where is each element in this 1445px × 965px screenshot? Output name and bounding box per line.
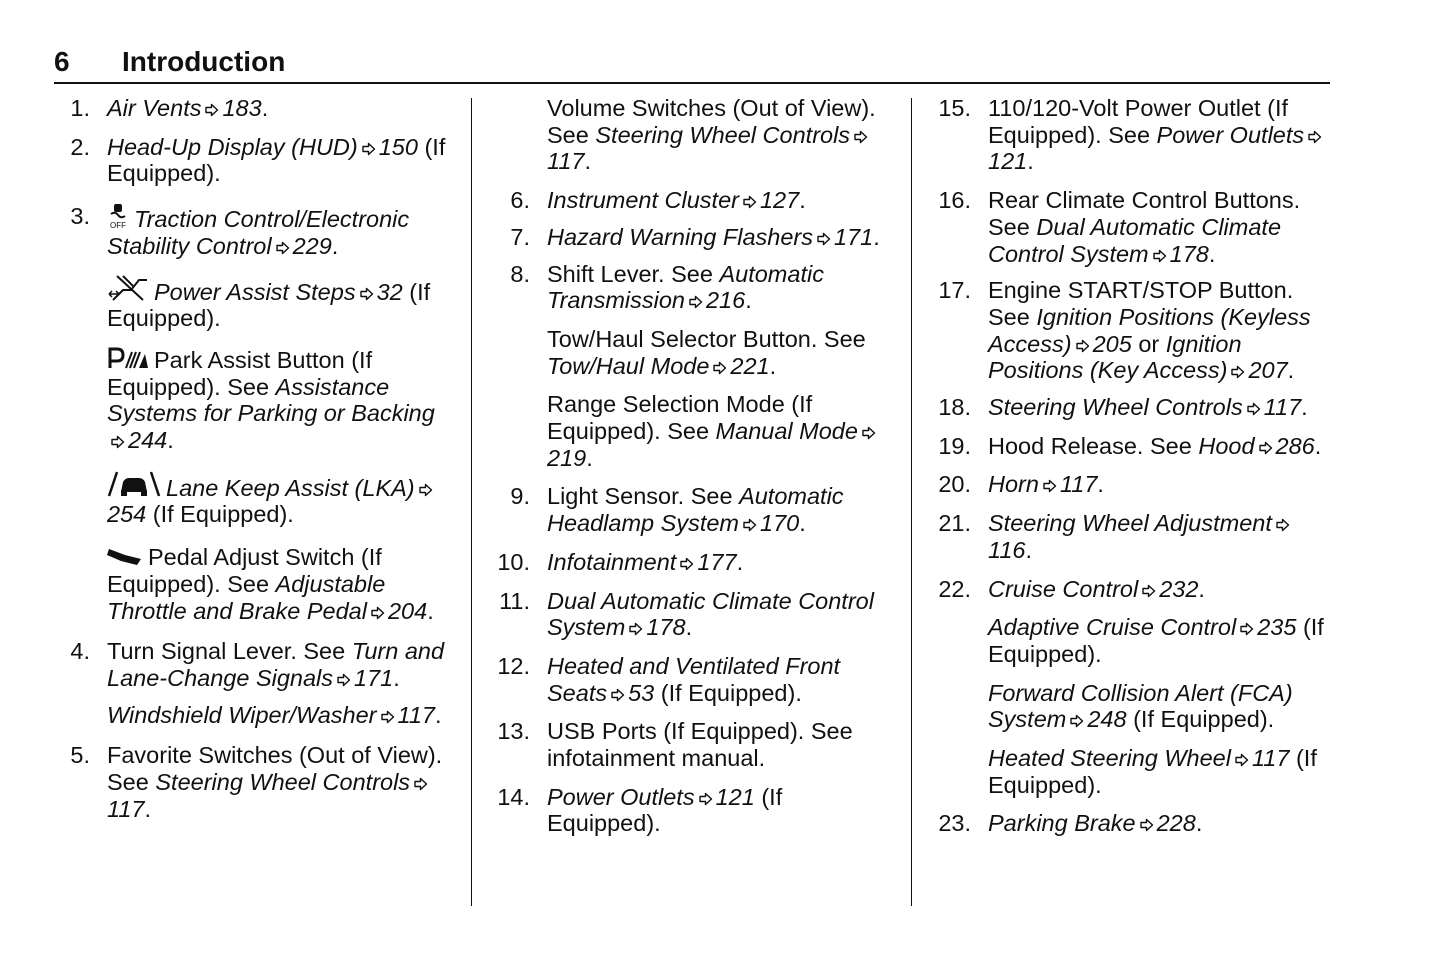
item-title: Head-Up Display (HUD) xyxy=(107,133,358,160)
page-title: Introduction xyxy=(122,46,286,77)
page-reference[interactable]: 216 xyxy=(705,287,746,314)
page-reference[interactable]: 117 xyxy=(1059,471,1098,498)
item-number: 16. xyxy=(938,187,971,214)
item-title: Power Outlets xyxy=(1156,121,1305,148)
page-reference[interactable]: 117 xyxy=(1251,745,1290,772)
list-item xyxy=(54,702,454,729)
item-number: 13. xyxy=(497,718,530,745)
list-item xyxy=(494,718,894,771)
list-item xyxy=(494,549,894,576)
list-item xyxy=(935,277,1335,384)
page-ref-arrow-icon xyxy=(360,287,374,301)
punctuation: . xyxy=(1198,575,1205,602)
punctuation: . xyxy=(1301,394,1308,421)
item-number: 12. xyxy=(497,652,530,679)
item-text: Range Selection Mode (If Equipped). See xyxy=(547,391,813,445)
item-number: 4. xyxy=(70,638,90,665)
item-note: (If Equipped). xyxy=(547,783,783,837)
page-reference[interactable]: 32 xyxy=(376,278,403,305)
page-reference[interactable]: 232 xyxy=(1159,575,1199,602)
punctuation: . xyxy=(427,597,434,624)
list-item xyxy=(54,203,454,259)
page-reference[interactable]: 170 xyxy=(760,510,800,537)
item-number: 17. xyxy=(938,277,971,304)
page-ref-arrow-icon xyxy=(862,426,876,440)
item-title: Heated Steering Wheel xyxy=(988,745,1231,772)
item-text: Engine START/STOP Button. See xyxy=(988,277,1294,330)
page-ref-arrow-icon xyxy=(629,622,643,636)
list-item xyxy=(54,544,454,624)
list-item xyxy=(494,326,894,379)
page-ref-arrow-icon xyxy=(680,557,694,571)
punctuation: . xyxy=(261,95,269,121)
list-item xyxy=(494,95,894,175)
page-ref-arrow-icon xyxy=(1043,479,1057,493)
list-item xyxy=(494,261,894,314)
item-title: Ignition Positions (Key Access) xyxy=(988,330,1242,384)
item-number: 23. xyxy=(938,810,971,837)
item-title: Air Vents xyxy=(107,95,202,121)
list-item xyxy=(935,394,1335,421)
list-item xyxy=(935,745,1335,798)
page-reference[interactable]: 207 xyxy=(1248,357,1288,384)
item-number: 19. xyxy=(938,432,971,459)
page-ref-arrow-icon xyxy=(111,435,125,449)
page-reference[interactable]: 116 xyxy=(988,536,1026,563)
item-number: 3. xyxy=(70,203,90,230)
item-title: Instrument Cluster xyxy=(547,187,739,214)
item-title: Steering Wheel Adjustment xyxy=(988,510,1272,537)
punctuation: . xyxy=(736,548,744,575)
item-title: Ignition Positions (Keyless Access) xyxy=(988,303,1311,357)
page-reference[interactable]: 150 xyxy=(378,133,418,160)
punctuation: . xyxy=(1097,471,1104,498)
page-ref-arrow-icon xyxy=(362,142,376,156)
page-reference[interactable]: 117 xyxy=(1263,394,1302,421)
page-ref-arrow-icon xyxy=(817,232,831,246)
item-title: Turn and Lane-Change Signals xyxy=(107,638,445,691)
item-title: Tow/Haul Mode xyxy=(547,352,710,379)
list-item xyxy=(935,187,1335,267)
item-number: 22. xyxy=(938,575,971,602)
page-ref-arrow-icon xyxy=(1140,818,1154,832)
column-3 xyxy=(935,95,1335,837)
item-note: (If Equipped). xyxy=(152,501,294,528)
page-reference[interactable]: 117 xyxy=(107,795,145,822)
item-text: Hood Release. See xyxy=(988,432,1192,459)
item-title: Infotainment xyxy=(547,548,677,575)
list-item xyxy=(54,346,454,454)
page-reference[interactable]: 121 xyxy=(988,148,1028,175)
page-ref-arrow-icon xyxy=(1076,339,1090,353)
item-number: 6. xyxy=(510,187,530,214)
item-note: (If Equipped). xyxy=(1133,706,1275,733)
page-reference[interactable]: 117 xyxy=(397,701,435,728)
page-ref-arrow-icon xyxy=(205,103,219,117)
punctuation: . xyxy=(1027,148,1034,175)
page-ref-arrow-icon xyxy=(1259,441,1273,455)
page-ref-arrow-icon xyxy=(1240,622,1254,636)
item-title: Hood xyxy=(1198,432,1255,459)
page-ref-arrow-icon xyxy=(1142,584,1156,598)
item-title: Adaptive Cruise Control xyxy=(988,614,1237,641)
page-reference[interactable]: 171 xyxy=(354,664,394,691)
list-item xyxy=(54,742,454,822)
item-text: Pedal Adjust Switch (If Equipped). See xyxy=(107,544,382,597)
page-reference[interactable]: 178 xyxy=(646,614,686,641)
page-reference[interactable]: 117 xyxy=(547,148,585,175)
page-reference[interactable]: 178 xyxy=(1169,240,1209,267)
list-item xyxy=(935,680,1335,733)
punctuation: . xyxy=(1287,357,1295,384)
page-reference[interactable]: 219 xyxy=(547,444,587,471)
list-item xyxy=(494,784,894,837)
page-ref-arrow-icon xyxy=(276,241,290,255)
list-item xyxy=(935,433,1335,460)
page-ref-arrow-icon xyxy=(854,130,868,144)
page-ref-arrow-icon xyxy=(1247,402,1261,416)
item-title: Windshield Wiper/Washer xyxy=(107,701,377,728)
page-reference[interactable]: 229 xyxy=(292,232,332,259)
list-item xyxy=(494,483,894,536)
punctuation: . xyxy=(1195,810,1203,837)
item-number: 10. xyxy=(497,548,530,575)
item-title: Dual Automatic Climate Control System xyxy=(988,213,1282,267)
item-title: Traction Control/Electronic Stability Control xyxy=(107,206,410,259)
punctuation: . xyxy=(799,510,806,537)
punctuation: . xyxy=(586,444,593,471)
item-number: 11. xyxy=(499,587,530,614)
item-note: (If Equipped). xyxy=(107,278,431,332)
item-number: 9. xyxy=(510,483,530,510)
page-ref-arrow-icon xyxy=(1153,249,1167,263)
park-assist-icon xyxy=(107,346,149,370)
item-title: Hazard Warning Flashers xyxy=(547,223,814,250)
punctuation: . xyxy=(167,427,174,454)
item-title: Heated and Ventilated Front Seats xyxy=(547,652,841,706)
page-reference[interactable]: 286 xyxy=(1275,432,1315,459)
list-item xyxy=(935,510,1335,563)
item-note: (If Equipped). xyxy=(988,614,1324,667)
list-item xyxy=(494,391,894,471)
punctuation: . xyxy=(434,701,442,728)
list-item xyxy=(935,471,1335,498)
page-reference[interactable]: 183 xyxy=(222,95,262,121)
list-item xyxy=(54,134,454,187)
item-number: 8. xyxy=(510,260,530,287)
list-item xyxy=(935,576,1335,603)
pedal-adjust-icon xyxy=(107,545,143,567)
power-assist-steps-icon xyxy=(107,274,149,302)
page-reference[interactable]: 177 xyxy=(697,548,737,575)
item-title: Steering Wheel Controls xyxy=(988,394,1243,421)
page-number: 6 xyxy=(54,46,70,77)
item-number: 7. xyxy=(510,223,530,250)
item-number: 1. xyxy=(70,95,90,121)
item-title: Forward Collision Alert (FCA) System xyxy=(988,679,1293,733)
page-reference[interactable]: 254 xyxy=(107,501,147,528)
item-note: (If Equipped). xyxy=(660,679,802,706)
page-ref-arrow-icon xyxy=(1070,714,1084,728)
item-title: Cruise Control xyxy=(988,575,1139,602)
item-note: (If Equipped). xyxy=(107,133,446,187)
item-title: Steering Wheel Controls xyxy=(155,769,411,796)
item-number: 18. xyxy=(938,394,971,421)
page-ref-arrow-icon xyxy=(743,195,757,209)
punctuation: . xyxy=(769,352,777,379)
page-reference[interactable]: 244 xyxy=(128,427,168,454)
page-ref-arrow-icon xyxy=(699,792,713,806)
column-divider xyxy=(911,98,912,906)
page-ref-arrow-icon xyxy=(1276,518,1290,532)
item-number: 2. xyxy=(70,133,90,160)
item-number: 14. xyxy=(497,783,530,810)
item-title: Steering Wheel Controls xyxy=(595,121,851,148)
page-ref-arrow-icon xyxy=(1235,753,1249,767)
page-ref-arrow-icon xyxy=(1308,130,1322,144)
page-reference[interactable]: 228 xyxy=(1156,810,1196,837)
punctuation: . xyxy=(1208,240,1216,267)
list-item xyxy=(494,653,894,706)
item-note: (If Equipped). xyxy=(988,745,1317,798)
page-ref-arrow-icon xyxy=(414,777,428,791)
punctuation: . xyxy=(685,614,693,641)
item-title: Manual Mode xyxy=(715,418,858,445)
page-ref-arrow-icon xyxy=(381,710,395,724)
item-text: USB Ports (If Equipped). See infotainment manual. xyxy=(547,718,853,772)
page-ref-arrow-icon xyxy=(371,606,385,620)
page-ref-arrow-icon xyxy=(611,688,625,702)
lane-keep-assist-icon xyxy=(107,468,161,498)
item-number: 5. xyxy=(70,742,90,769)
punctuation: . xyxy=(1025,536,1032,563)
list-item xyxy=(54,95,454,122)
list-item xyxy=(494,588,894,641)
page-header xyxy=(54,44,1330,84)
item-title: Lane Keep Assist (LKA) xyxy=(166,474,415,501)
page-ref-arrow-icon xyxy=(689,295,703,309)
column-2 xyxy=(494,95,894,837)
list-item xyxy=(54,274,454,332)
item-title: Adjustable Throttle and Brake Pedal xyxy=(107,570,386,624)
page-reference[interactable]: 205 xyxy=(1092,330,1132,357)
punctuation: . xyxy=(799,187,806,214)
column-divider xyxy=(471,98,472,906)
item-text: Park Assist Button (If Equipped). See xyxy=(107,346,373,400)
page-reference[interactable]: 248 xyxy=(1087,706,1127,733)
page-reference[interactable]: 235 xyxy=(1257,614,1297,641)
page-reference[interactable]: 127 xyxy=(759,187,800,214)
page-ref-arrow-icon xyxy=(1231,365,1245,379)
item-number: 20. xyxy=(938,471,971,498)
item-text: Tow/Haul Selector Button. See xyxy=(547,325,866,352)
page-reference[interactable]: 121 xyxy=(715,783,755,810)
item-text: Favorite Switches (Out of View). See xyxy=(107,742,443,796)
page-ref-arrow-icon xyxy=(419,483,433,497)
page-reference[interactable]: 171 xyxy=(834,223,874,250)
list-item xyxy=(54,638,454,691)
page-ref-arrow-icon xyxy=(713,361,727,375)
item-text: Shift Lever. See xyxy=(547,260,713,287)
list-item xyxy=(935,614,1335,667)
item-note: or xyxy=(1138,330,1160,357)
list-item xyxy=(54,468,454,528)
item-title: Horn xyxy=(988,471,1039,498)
item-text: Volume Switches (Out of View). See xyxy=(547,95,876,148)
page-reference[interactable]: 204 xyxy=(387,597,428,624)
punctuation: . xyxy=(745,287,752,314)
punctuation: . xyxy=(1314,432,1322,459)
item-number: 21. xyxy=(938,510,971,537)
punctuation: . xyxy=(873,223,880,250)
list-item xyxy=(935,95,1335,175)
traction-control-off-icon xyxy=(107,203,129,229)
column-1 xyxy=(54,95,454,822)
page-reference[interactable]: 221 xyxy=(730,352,770,379)
list-item xyxy=(494,224,894,251)
item-title: Dual Automatic Climate Control System xyxy=(547,587,874,641)
item-text: Light Sensor. See xyxy=(547,483,733,510)
svg-text:OFF: OFF xyxy=(110,221,126,230)
item-title: Power Assist Steps xyxy=(154,278,356,305)
punctuation: . xyxy=(144,795,151,822)
punctuation: . xyxy=(331,232,339,259)
list-item xyxy=(935,810,1335,837)
item-title: Parking Brake xyxy=(988,810,1136,837)
list-item xyxy=(494,187,894,214)
item-title: Automatic Headlamp System xyxy=(547,483,844,537)
punctuation: . xyxy=(584,148,591,175)
item-title: Automatic Transmission xyxy=(547,260,824,314)
page-ref-arrow-icon xyxy=(337,673,351,687)
item-title: Power Outlets xyxy=(547,783,695,810)
item-text: 110/120-Volt Power Outlet (If Equipped). See xyxy=(988,95,1289,148)
item-number: 15. xyxy=(938,95,971,121)
item-text: Rear Climate Control Buttons. See xyxy=(988,187,1301,240)
item-text: Turn Signal Lever. See xyxy=(107,638,346,665)
punctuation: . xyxy=(393,664,400,691)
item-title: Assistance Systems for Parking or Backing xyxy=(107,373,435,427)
page-reference[interactable]: 53 xyxy=(628,679,655,706)
page-ref-arrow-icon xyxy=(743,518,757,532)
